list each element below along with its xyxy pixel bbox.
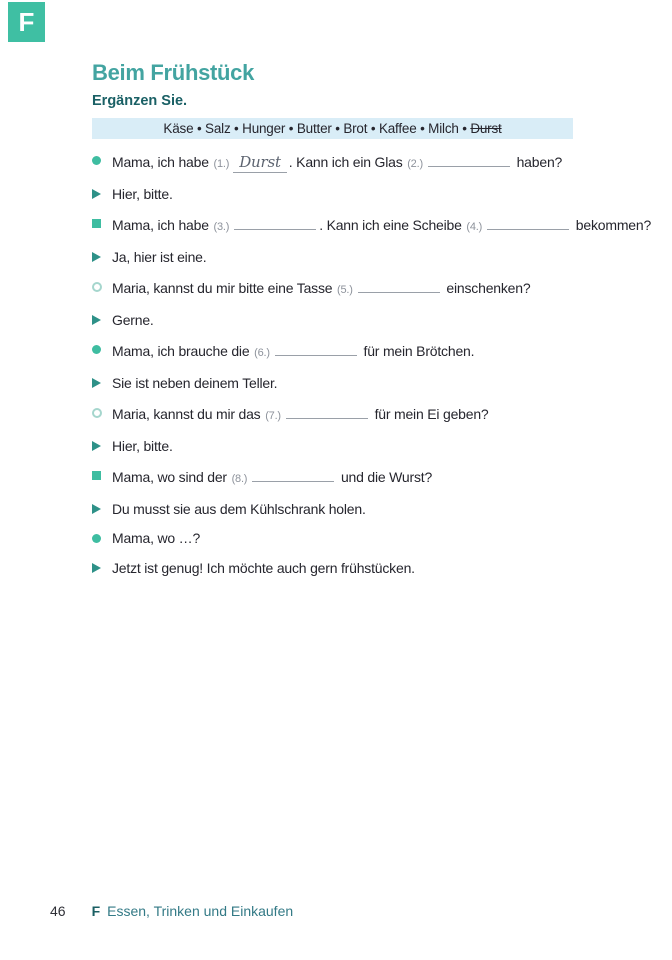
dialog-text-segment: Du musst sie aus dem Kühlschrank holen. bbox=[112, 500, 366, 517]
arrow-bullet-icon bbox=[92, 378, 101, 388]
filled-answer[interactable]: Durst bbox=[233, 153, 287, 173]
dialog-text-segment: Jetzt ist genug! Ich möchte auch gern frühstücken. bbox=[112, 559, 415, 576]
dialog-text-segment: bekommen? bbox=[572, 217, 652, 233]
dialog-line bbox=[92, 405, 658, 424]
dialog-text-segment: einschenken? bbox=[442, 280, 531, 296]
word-separator: • bbox=[285, 121, 297, 136]
square-bullet-icon bbox=[92, 219, 101, 228]
page-title: Beim Frühstück bbox=[92, 60, 255, 85]
chapter-title: Essen, Trinken und Einkaufen bbox=[107, 903, 294, 919]
dialog-list bbox=[92, 153, 658, 575]
dialog-text-segment: Hier, bitte. bbox=[112, 437, 173, 454]
blank-field[interactable] bbox=[428, 153, 510, 167]
arrow-bullet-icon bbox=[92, 315, 101, 325]
dialog-text bbox=[112, 313, 658, 328]
dialog-text bbox=[112, 342, 658, 361]
dialog-line bbox=[92, 279, 658, 298]
arrow-bullet-icon bbox=[92, 441, 101, 451]
dialog-text bbox=[112, 279, 658, 298]
dialog-text-segment: Mama, ich brauche die bbox=[112, 343, 254, 359]
dialog-text-segment: Maria, kannst du mir das bbox=[112, 406, 265, 422]
blank-number-label: (2.) bbox=[407, 158, 423, 170]
dialog-text bbox=[112, 531, 658, 546]
blank-field[interactable] bbox=[286, 405, 368, 419]
dialog-text-segment: . Kann ich eine Scheibe bbox=[319, 217, 466, 233]
dialog-line bbox=[92, 250, 658, 265]
blank-number-label: (5.) bbox=[337, 284, 353, 296]
word-bank-item: Durst bbox=[470, 121, 502, 136]
word-bank bbox=[92, 118, 573, 139]
section-badge: F bbox=[8, 2, 45, 42]
dialog-line bbox=[92, 439, 658, 454]
dialog-line bbox=[92, 531, 658, 546]
dialog-text-segment: Hier, bitte. bbox=[112, 185, 173, 202]
arrow-bullet-icon bbox=[92, 252, 101, 262]
dialog-line bbox=[92, 216, 658, 235]
page-number: 46 bbox=[50, 903, 66, 919]
dialog-text-segment: für mein Brötchen. bbox=[359, 343, 475, 359]
dialog-text-segment: Mama, ich habe bbox=[112, 154, 213, 170]
dialog-text-segment: Sie ist neben deinem Teller. bbox=[112, 374, 278, 391]
word-bank-item: Butter bbox=[296, 121, 332, 136]
dialog-line bbox=[92, 502, 658, 517]
word-separator: • bbox=[367, 121, 379, 136]
blank-field[interactable] bbox=[234, 216, 316, 230]
dialog-text bbox=[112, 502, 658, 517]
dialog-text bbox=[112, 405, 658, 424]
dialog-line bbox=[92, 313, 658, 328]
dot-bullet-icon bbox=[92, 534, 101, 543]
word-bank-item: Milch bbox=[428, 121, 459, 136]
dialog-line bbox=[92, 561, 658, 576]
dialog-line bbox=[92, 376, 658, 391]
arrow-bullet-icon bbox=[92, 504, 101, 514]
blank-field[interactable] bbox=[487, 216, 569, 230]
dialog-text-segment: für mein Ei geben? bbox=[370, 406, 489, 422]
dialog-text-segment: Mama, wo sind der bbox=[112, 469, 231, 485]
blank-number-label: (3.) bbox=[213, 221, 230, 233]
dialog-line bbox=[92, 342, 658, 361]
word-bank-item: Hunger bbox=[242, 121, 286, 136]
word-bank-item: Salz bbox=[205, 121, 231, 136]
dialog-text bbox=[112, 439, 658, 454]
dialog-line bbox=[92, 153, 658, 172]
blank-number-label: (8.) bbox=[231, 473, 248, 485]
dialog-text-segment: Ja, hier ist eine. bbox=[112, 248, 207, 265]
dialog-text bbox=[112, 187, 658, 202]
word-separator: • bbox=[416, 121, 429, 136]
worksheet-content bbox=[92, 60, 658, 590]
blank-field[interactable] bbox=[275, 342, 357, 356]
word-bank-item: Kaffee bbox=[378, 121, 417, 136]
dialog-text-segment: Gerne. bbox=[112, 311, 154, 328]
blank-number-label: (7.) bbox=[265, 410, 281, 422]
dialog-line bbox=[92, 187, 658, 202]
ring-bullet-icon bbox=[92, 408, 102, 418]
blank-field[interactable] bbox=[358, 279, 440, 293]
word-bank-item: Brot bbox=[343, 121, 368, 136]
word-separator: • bbox=[230, 121, 243, 136]
square-bullet-icon bbox=[92, 471, 101, 480]
dialog-text-segment: Mama, wo …? bbox=[112, 530, 201, 546]
blank-number-label: (6.) bbox=[254, 347, 270, 359]
blank-field[interactable] bbox=[252, 468, 334, 482]
dialog-text bbox=[112, 153, 658, 172]
word-separator: • bbox=[331, 121, 344, 136]
dot-bullet-icon bbox=[92, 345, 101, 354]
dialog-text-segment: haben? bbox=[512, 154, 563, 170]
word-separator: • bbox=[458, 121, 471, 136]
ring-bullet-icon bbox=[92, 282, 102, 292]
blank-number-label: (1.) bbox=[213, 158, 230, 170]
dialog-text-segment: Maria, kannst du mir bitte eine Tasse bbox=[112, 280, 337, 296]
dialog-text bbox=[112, 561, 658, 576]
arrow-bullet-icon bbox=[92, 189, 101, 199]
dialog-text-segment: Mama, ich habe bbox=[112, 217, 213, 233]
dialog-text bbox=[112, 250, 658, 265]
chapter-letter: F bbox=[91, 903, 101, 919]
word-separator: • bbox=[193, 121, 206, 136]
page-footer bbox=[0, 903, 672, 919]
word-bank-item: Käse bbox=[163, 121, 194, 136]
exercise-instruction: Ergänzen Sie. bbox=[92, 93, 188, 109]
blank-number-label: (4.) bbox=[466, 221, 483, 233]
dialog-text bbox=[112, 216, 658, 235]
dialog-text-segment: und die Wurst? bbox=[337, 469, 433, 485]
dialog-text-segment: . Kann ich ein Glas bbox=[288, 154, 407, 170]
dialog-text bbox=[112, 468, 658, 487]
dot-bullet-icon bbox=[92, 156, 101, 165]
dialog-text bbox=[112, 376, 658, 391]
dialog-line bbox=[92, 468, 658, 487]
arrow-bullet-icon bbox=[92, 563, 101, 573]
